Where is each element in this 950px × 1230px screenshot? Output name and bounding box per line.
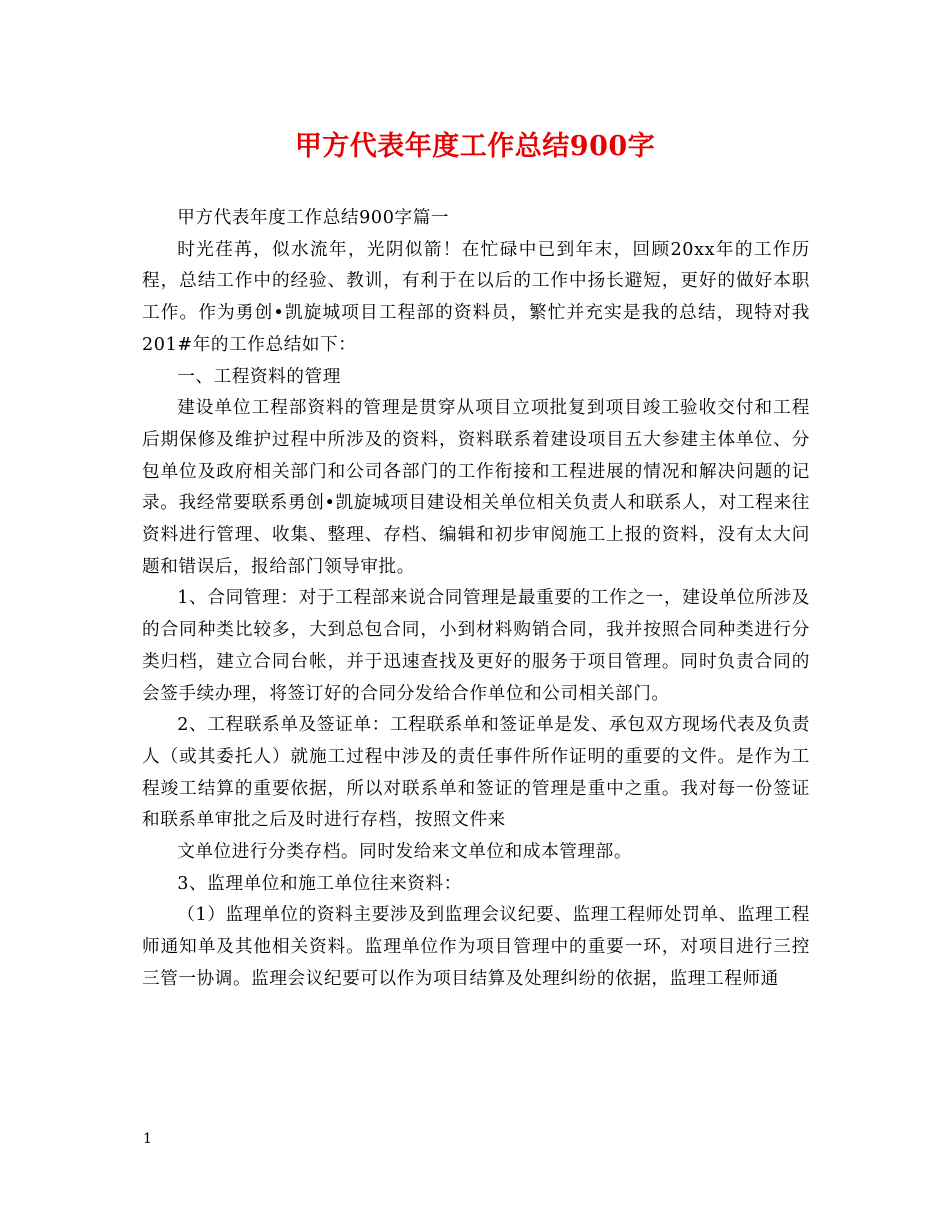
paragraph-contract-management: 1、合同管理：对于工程部来说合同管理是最重要的工作之一，建设单位所涉及的合同种类比较多，大到总包合同，小到材料购销合同，我并按照合同种类进行分类归档，建立合同台帐，并于迅速查找及更好的服务于项目管理。同时负责合同的会签手续办理，将签订好的合同分发给合作单位和公司相关部门。 [142,588,810,704]
paragraph-intro: 时光荏苒，似水流年，光阴似箭！在忙碌中已到年末，回顾20xx年的工作历程，总结工作中的经验、教训，有利于在以后的工作中扬长避短，更好的做好本职工作。作为勇创•凯旋城项目工程部的资料员，繁忙并充实是我的总结，现特对我201#年的工作总结如下： [142,239,810,355]
paragraph-archive-by-unit: 文单位进行分类存档。同时发给来文单位和成本管理部。 [177,842,633,863]
paragraph-supervision-materials: （1）监理单位的资料主要涉及到监理会议纪要、监理工程师处罚单、监理工程师通知单及其他相关资料。监理单位作为项目管理中的重要一环，对项目进行三控三管一协调。监理会议纪要可以作为项目结算及处理纠纷的依据，监理工程师通 [142,905,810,989]
page-number: 1 [143,1131,152,1147]
paragraph-heading-supervision: 3、监理单位和施工单位往来资料： [177,873,462,894]
paragraph-contact-and-visa: 2、工程联系单及签证单：工程联系单和签证单是发、承包双方现场代表及负责人（或其委托人）就施工过程中涉及的责任事件所作证明的重要的文件。是作为工程竣工结算的重要依据，所以对联系单和签证的管理是重中之重。我对每一份签证和联系单审批之后及时进行存档，按照文件来 [142,715,810,831]
paragraph-heading-data-management: 一、工程资料的管理 [177,366,341,387]
paragraph-data-management: 建设单位工程部资料的管理是贯穿从项目立项批复到项目竣工验收交付和工程后期保修及维护过程中所涉及的资料，资料联系着建设项目五大参建主体单位、分包单位及政府相关部门和公司各部门的工作衔接和工程进展的情况和解决问题的记录。我经常要联系勇创•凯旋城项目建设相关单位相关负责人和联系人，对工程来往资料进行管理、收集、整理、存档、编辑和初步审阅施工上报的资料，没有太大问题和错误后，报给部门领导审批。 [142,398,810,577]
paragraph-section-heading: 甲方代表年度工作总结900字篇一 [177,208,450,228]
document-title: 甲方代表年度工作总结900字 [294,131,656,162]
document-body [142,203,810,996]
